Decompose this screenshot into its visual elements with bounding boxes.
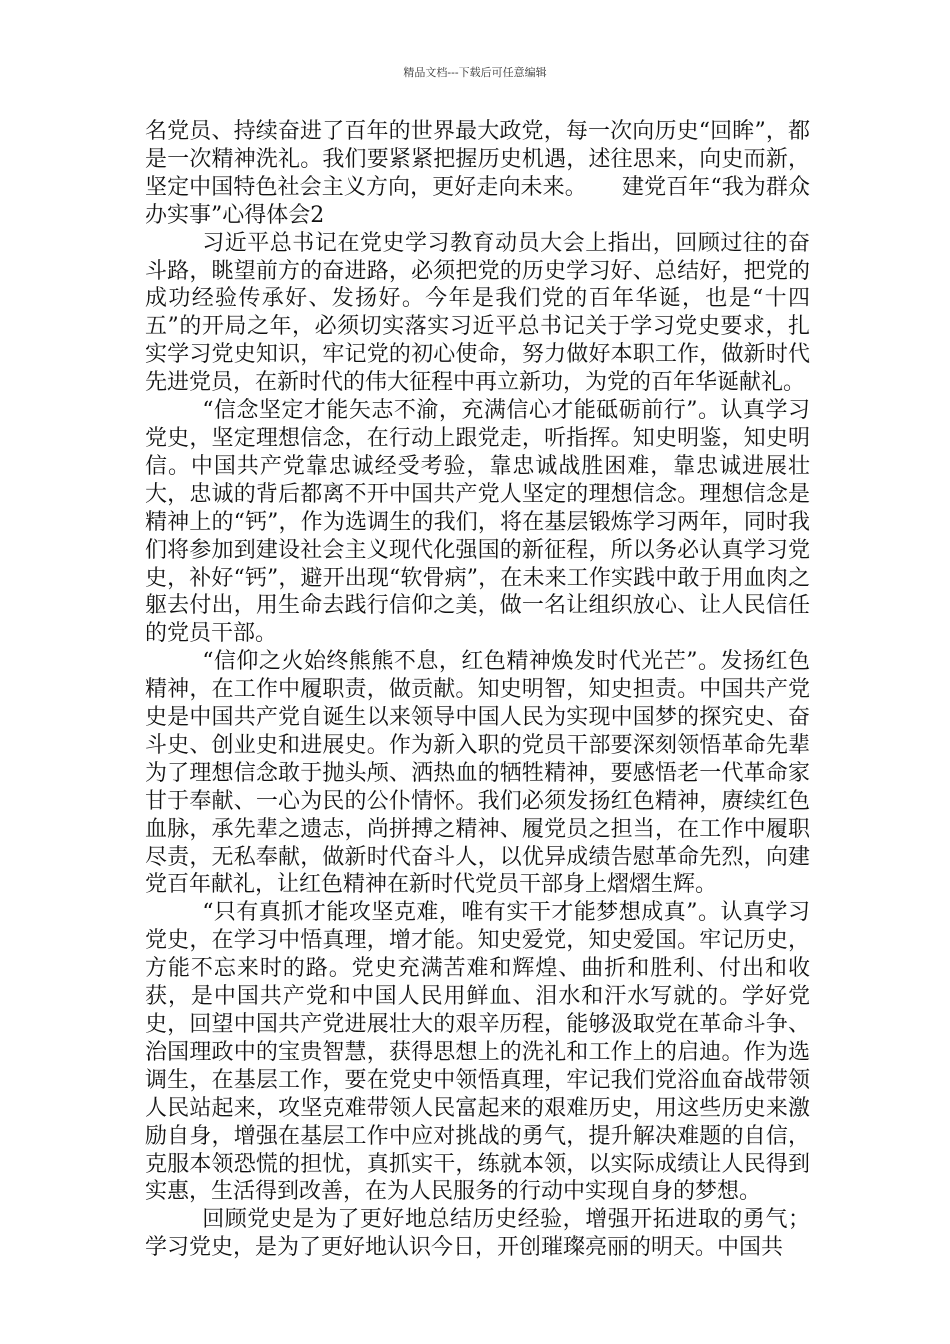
paragraph: 回顾党史是为了更好地总结历史经验，增强开拓进取的勇气；学习党史，是为了更好地认识今日，开创璀璨亮丽的明天。中国共	[145, 1207, 810, 1261]
paragraph-text: 名党员、持续奋进了百年的世界最大政党，每一次向历史“回眸”，都是一次精神洗礼。我们要紧紧把握历史机遇，述往思来，向史而新，坚定中国特色社会主义方向，更好走向未来。	[145, 119, 810, 200]
document-body	[145, 118, 810, 1262]
paragraph: “信念坚定才能矢志不渝，充满信心才能砥砺前行”。认真学习党史，坚定理想信念，在行动上跟党走，听指挥。知史明鉴，知史明信。中国共产党靠忠诚经受考验，靠忠诚战胜困难，靠忠诚进展壮大，忠诚的背后都离不开中国共产党人坚定的理想信念。理想信念是精神上的“钙”，作为选调生的我们，将在基层锻炼学习两年，同时我们将参加到建设社会主义现代化强国的新征程，所以务必认真学习党史，补好“钙”，避开出现“软骨病”，在未来工作实践中敢于用血肉之躯去付出，用生命去践行信仰之美，做一名让组织放心、让人民信任的党员干部。	[145, 398, 810, 647]
paragraph-continuation	[145, 118, 810, 230]
paragraph: “只有真抓才能攻坚克难，唯有实干才能梦想成真”。认真学习党史，在学习中悟真理，增才能。知史爱党，知史爱国。牢记历史，方能不忘来时的路。党史充满苦难和辉煌、曲折和胜利、付出和收获，是中国共产党和中国人民用鲜血、泪水和汗水写就的。学好党史，回望中国共产党进展壮大的艰辛历程，能够汲取党在革命斗争、治国理政中的宝贵智慧，获得思想上的洗礼和工作上的启迪。作为选调生，在基层工作，要在党史中领悟真理，牢记我们党浴血奋战带领人民站起来，攻坚克难带领人民富起来的艰难历史，用这些历史来激励自身，增强在基层工作中应对挑战的勇气，提升解决难题的自信，克服本领恐慌的担忧，真抓实干，练就本领，以实际成绩让人民得到实惠，生活得到改善，在为人民服务的行动中实现自身的梦想。	[145, 900, 810, 1205]
section-heading: 建党百年“我为群众办实事”心得体会2	[145, 174, 810, 228]
paragraph: 习近平总书记在党史学习教育动员大会上指出，回顾过往的奋斗路，眺望前方的奋进路，必须把党的历史学习好、总结好，把党的成功经验传承好、发扬好。今年是我们党的百年华诞，也是“十四五”的开局之年，必须切实落实习近平总书记关于学习党史要求，扎实学习党史知识，牢记党的初心使命，努力做好本职工作，做新时代先进党员，在新时代的伟大征程中再立新功，为党的百年华诞献礼。	[145, 230, 810, 396]
paragraph: “信仰之火始终熊熊不息，红色精神焕发时代光芒”。发扬红色精神，在工作中履职责，做贡献。知史明智，知史担责。中国共产党史是中国共产党自诞生以来领导中国人民为实现中国梦的探究史、奋斗史、创业史和进展史。作为新入职的党员干部要深刻领悟革命先辈为了理想信念敢于抛头颅、洒热血的牺牲精神，要感悟老一代革命家甘于奉献、一心为民的公仆情怀。我们必须发扬红色精神，赓续红色血脉，承先辈之遗志，尚拼搏之精神、履党员之担当，在工作中履职尽责，无私奉献，做新时代奋斗人，以优异成绩告慰革命先烈，向建党百年献礼，让红色精神在新时代党员干部身上熠熠生辉。	[145, 649, 810, 898]
page-header: 精品文档---下载后可任意编辑	[403, 66, 547, 79]
